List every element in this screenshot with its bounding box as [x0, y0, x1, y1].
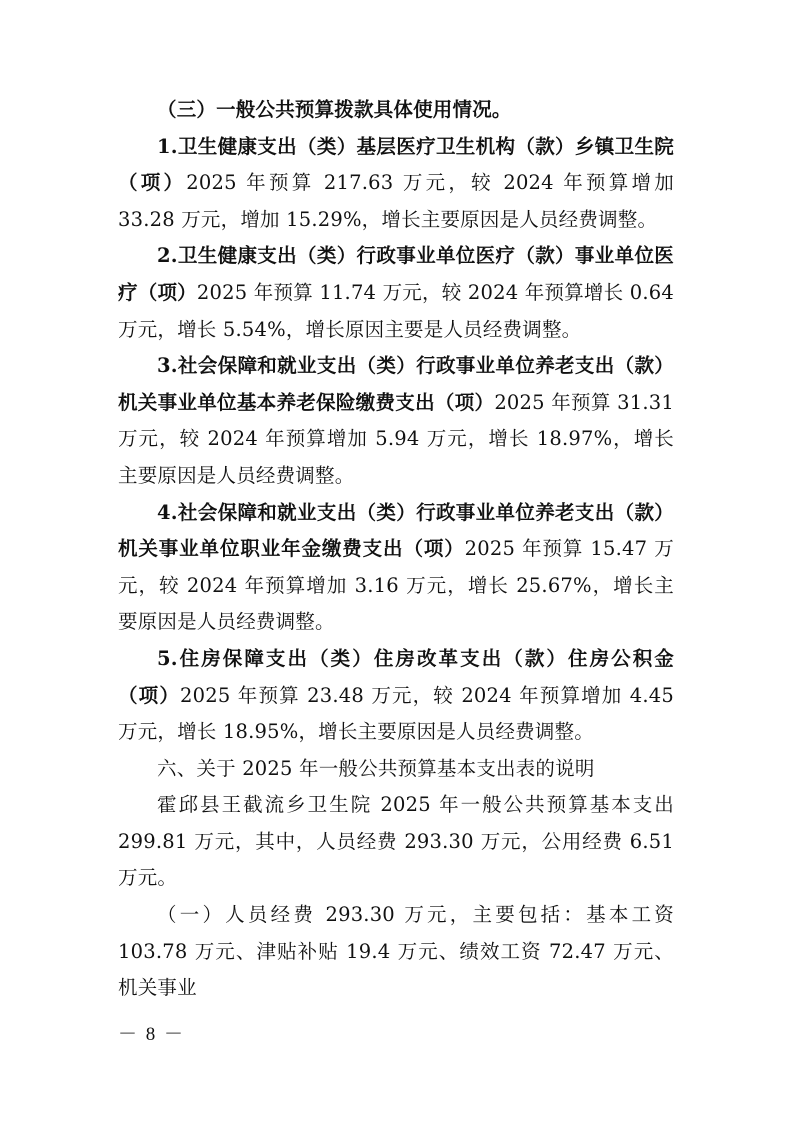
budget-item-2: [118, 238, 674, 348]
budget-item-title: 5.住房保障支出（类）住房改革支出（款）住房公积金（项）: [118, 646, 674, 707]
budget-item-title: 2.卫生健康支出（类）行政事业单位医疗（款）事业单位医疗（项）: [118, 244, 674, 304]
budget-item-title: 4.社会保障和就业支出（类）行政事业单位养老支出（款）机关事业单位职业年金缴费支出（项）: [118, 500, 674, 561]
budget-item-3: [118, 348, 674, 494]
budget-item-4: [118, 495, 674, 641]
sub-heading: （三）一般公共预算拨款具体使用情况。: [157, 98, 512, 121]
budget-item-5: [118, 641, 674, 751]
document-body: [118, 92, 674, 1007]
budget-item-body: 2025 年预算 217.63 万元，较 2024 年预算增加 33.28 万元，增加 15.29%，增长主要原因是人员经费调整。: [118, 171, 674, 231]
section-heading: 六、关于 2025 年一般公共预算基本支出表的说明: [157, 756, 595, 780]
page-number: － 8 －: [118, 1024, 186, 1045]
personnel-expense-paragraph: （一）人员经费 293.30 万元，主要包括：基本工资 103.78 万元、津贴补贴 19.4 万元、绩效工资 72.47 万元、机关事业: [118, 903, 674, 1000]
section-paragraph: 霍邱县王截流乡卫生院 2025 年一般公共预算基本支出 299.81 万元，其中，人员经费 293.30 万元，公用经费 6.51 万元。: [118, 793, 674, 890]
budget-item-body: 2025 年预算 23.48 万元，较 2024 年预算增加 4.45 万元，增长 18.95%，增长主要原因是人员经费调整。: [118, 683, 675, 744]
budget-item-title: 3.社会保障和就业支出（类）行政事业单位养老支出（款）机关事业单位基本养老保险缴费支出（项）: [118, 354, 674, 414]
budget-item-body: 2025 年预算 15.47 万元，较 2024 年预算增加 3.16 万元，增长 25.67%，增长主要原因是人员经费调整。: [118, 537, 675, 634]
budget-item-title: 1.卫生健康支出（类）基层医疗卫生机构（款）乡镇卫生院（项）: [118, 134, 674, 195]
budget-item-body: 2025 年预算 31.31 万元，较 2024 年预算增加 5.94 万元，增长 18.97%，增长主要原因是人员经费调整。: [118, 390, 674, 487]
budget-item-body: 2025 年预算 11.74 万元，较 2024 年预算增长 0.64 万元，增长 5.54%，增长原因主要是人员经费调整。: [118, 280, 675, 341]
budget-item-1: [118, 129, 674, 239]
